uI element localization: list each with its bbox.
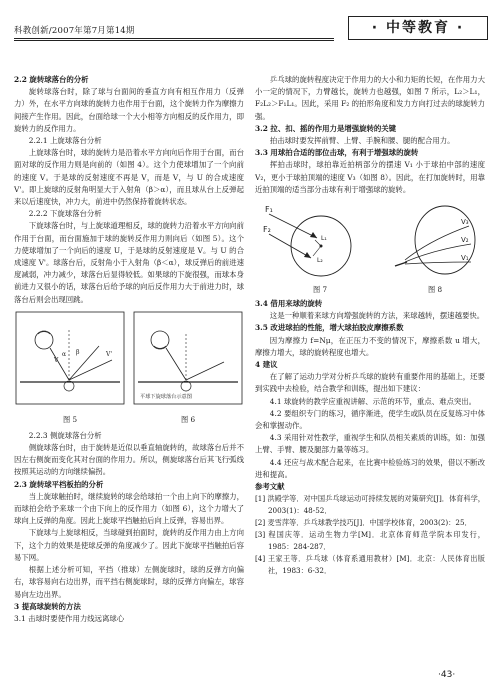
paragraph: 4.1 球旋转的教学应重视讲解、示范的环节，重点、难点突出。 bbox=[269, 396, 477, 406]
paragraph: 因为摩擦力 f=Nμ，在正压力不变的情况下，摩擦系数 u 增大，摩擦力增大，球的旋转程度也增大。 bbox=[255, 335, 485, 357]
page-number: ·43· bbox=[438, 670, 456, 680]
svg-text:α: α bbox=[62, 350, 67, 358]
section-label: · 中等教育 · bbox=[348, 16, 488, 40]
figure-7-label-l2: L₂ bbox=[317, 257, 323, 265]
section-heading: 4 建议 bbox=[255, 360, 278, 370]
section-heading: 2.2.3 侧旋球落台分析 bbox=[28, 430, 102, 440]
paragraph: 上旋球落台时，球的旋转力是沿着水平方向向后作用于台面，而台面对球的反作用力则是向前的（如图 4）。这个力使球增加了一个向前的速度 V。于是球的反射速度不再是 V，而是 V，与 U 的合成速度 V'。即上旋球的反射角明显大于入射角（β＞α），而且球从台上反弹起来以后速度快，冲力大，前进中仍然保持着旋转状态。 bbox=[14, 148, 244, 207]
section-heading: 3.4 借用来球的旋转 bbox=[255, 299, 323, 309]
section-heading: 2.3 旋转球平档板拍的分析 bbox=[14, 479, 104, 489]
paragraph: 4.3 采用针对性教学，重视学生和队员相关素质的训练，如：加强上臂、手臂、腰及腿部力量等练习。 bbox=[255, 433, 485, 455]
figure-7-caption: 图 7 bbox=[312, 285, 328, 295]
reference-item: [3] 程国庆等．运动生物力学[M]．北京体育师范学院本印发行，1985：284-287． bbox=[255, 530, 485, 552]
references-title: 参考文献 bbox=[255, 482, 285, 492]
figures-5-6 bbox=[14, 310, 244, 428]
header-rule-secondary bbox=[14, 40, 334, 41]
figure-7-8-drawing bbox=[255, 200, 485, 284]
header-rule bbox=[14, 38, 334, 39]
journal-name: 科教创新/2007年第7月第14期 bbox=[14, 26, 135, 36]
left-column bbox=[14, 74, 244, 625]
paragraph: 拍击球时要发挥前臂、上臂、手腕和腰、腿的配合用力。 bbox=[269, 136, 455, 146]
right-column bbox=[255, 74, 485, 577]
svg-text:V': V' bbox=[106, 350, 112, 358]
page-header bbox=[0, 0, 500, 44]
paragraph: 这是一种顺着来球方向增强旋转的方法，来球越转，摆速越要快。 bbox=[269, 311, 485, 321]
section-heading: 3.3 用球拍合适的部位击球，有利于增强球的旋转 bbox=[255, 148, 419, 158]
figure-7-label-f1: F₁ bbox=[265, 205, 273, 215]
paragraph: 4.4 还应与战术配合起来，在比赛中检验练习的效果，借以不断改进和提高。 bbox=[255, 457, 485, 479]
svg-text:V: V bbox=[54, 356, 59, 364]
paragraph: 根据上述分析可知，平挡（推球）左侧旋球时，球的反弹方向偏右，球容易向右边出界，而平挡右侧旋球时，球的反弹方向偏左，球容易向左边出界。 bbox=[14, 565, 244, 599]
figure-7-label-l1: L₁ bbox=[321, 235, 327, 243]
figure-8-label-v3: V₃ bbox=[461, 218, 469, 227]
reference-item: [1] 洪殿学等．对中国乒乓球运动可持续发展的对策研究[J]．体育科学，2003(1)：48-52． bbox=[255, 494, 485, 516]
figure-7-diagram bbox=[263, 205, 351, 276]
paragraph: 挥拍击球时，球拍靠近拍柄部分的摆速 V₁ 小于球拍中部的速度 V₂，更小于球拍顶端的速度 V₃（如图 8）。因此，在打加旋转时，用靠近拍顶端的适当部分击球有利于增强球的旋转。 bbox=[255, 160, 485, 194]
paragraph: 侧旋球落台时，由于旋转是近似以垂直轴旋转的，故球落台后并不因左右侧旋而变化其对台面的作用力。所以，侧旋球落台后其飞行弧线按照其运动的方向继续偏拐。 bbox=[14, 443, 244, 477]
figure-6-caption: 图 6 bbox=[180, 414, 196, 424]
paragraph: 旋转球落台时，除了球与台面间的垂直方向有相互作用力（反弹力）外，在水平方向球的旋转力也作用于台面，这个旋转力作为摩擦力间接产生作用。因此，台面给球一个大小相等方向相反的反作用力，即旋转力的反作用力。 bbox=[14, 87, 244, 133]
figure-8-label-v2: V₂ bbox=[461, 236, 469, 245]
svg-text:β: β bbox=[76, 348, 80, 356]
figure-6-diagram bbox=[134, 312, 242, 404]
paragraph: 下旋球落台时，与上旋球道理相反，球的旋转力沿着水平方向向前作用于台面，而台面施加于球的旋转反作用力则向后（如图 5）。这个力使球增加了一个向后的速度 U，于是球的反射速度是 V。与 U 的合成速度 V'。球落台后，反射角小于入射角（β＜α），球反弹后的前进速度减弱，冲力减少，球落台后显得较低。如果球的下旋很强，而球本身前进力又很小的话，球落台后给予球的向后反作用力大于前进力时，球落台后则会出现回跳。 bbox=[14, 221, 244, 304]
figure-8-label-v1: V₁ bbox=[461, 254, 469, 263]
figure-8-diagram bbox=[395, 206, 475, 274]
paragraph: 在了解了运动力学对分析乒乓球的旋转有重要作用的基础上，还要到实践中去检验，结合教学和训练，提出如下建议： bbox=[255, 372, 485, 394]
figure-5-6-drawing bbox=[14, 310, 244, 414]
section-heading: 3.5 改进球拍的性能，增大球拍胶皮摩擦系数 bbox=[255, 323, 404, 333]
reference-item: [4] 王家王等．乒乓球（体育系通用教材）[M]．北京：人民体育出版社，1983：6-32． bbox=[255, 554, 485, 576]
figure-7-label-f2: F₂ bbox=[263, 225, 271, 235]
figures-7-8 bbox=[255, 200, 485, 296]
paragraph: 当上旋球触拍时，继续旋转的球会给球拍一个由上向下的摩擦力，而球拍会给予来球一个由下向上的反作用力（如图 6），这个力增大了球向上反弹的角度。因此上旋球平挡触拍后向上反弹，容易出界。 bbox=[14, 491, 244, 526]
figure-6-inner-label: 平球下旋球落台示意图 bbox=[140, 393, 192, 400]
figure-5-diagram bbox=[16, 312, 124, 404]
section-heading: 2.2.1 上旋球落台分析 bbox=[28, 136, 102, 146]
section-heading: 2.2 旋转球落台的分析 bbox=[14, 75, 89, 84]
reference-item: [2] 麦雪萍等．乒乓球教学技巧[J]．中国学校体育，2003(2)：25． bbox=[255, 518, 472, 528]
section-heading: 3 提高球旋转的方法 bbox=[14, 601, 81, 611]
paragraph: 3.1 击球时要使作用力线远离球心 bbox=[14, 613, 125, 623]
figure-5-caption: 图 5 bbox=[62, 414, 78, 424]
section-heading: 2.2.2 下旋球落台分析 bbox=[28, 209, 102, 219]
figure-8-caption: 图 8 bbox=[427, 285, 443, 295]
section-heading: 3.2 拉、扣、摇的作用力是增强旋转的关键 bbox=[255, 123, 397, 133]
paragraph: 下旋球与上旋球相反，当球碰到拍面时，旋转的反作用力由上方向下，这个力的效果是使球反弹的角度减少了。因此下旋球平挡触拍后容易下网。 bbox=[14, 528, 244, 562]
paragraph: 乒乓球的旋转程度决定于作用力的大小和力矩的长短，在作用力大小一定的情况下，力臂越长，旋转力也越强，如图 7 所示，L₂＞L₁，F₂L₂＞F₁L₁。因此，采用 F₂ 的拍形角度和发力方向打过去的球旋转力强。 bbox=[255, 75, 485, 121]
paragraph: 4.2 要组织专门的练习，循序渐进，使学生或队员在反复练习中体会和掌握动作。 bbox=[255, 408, 485, 431]
